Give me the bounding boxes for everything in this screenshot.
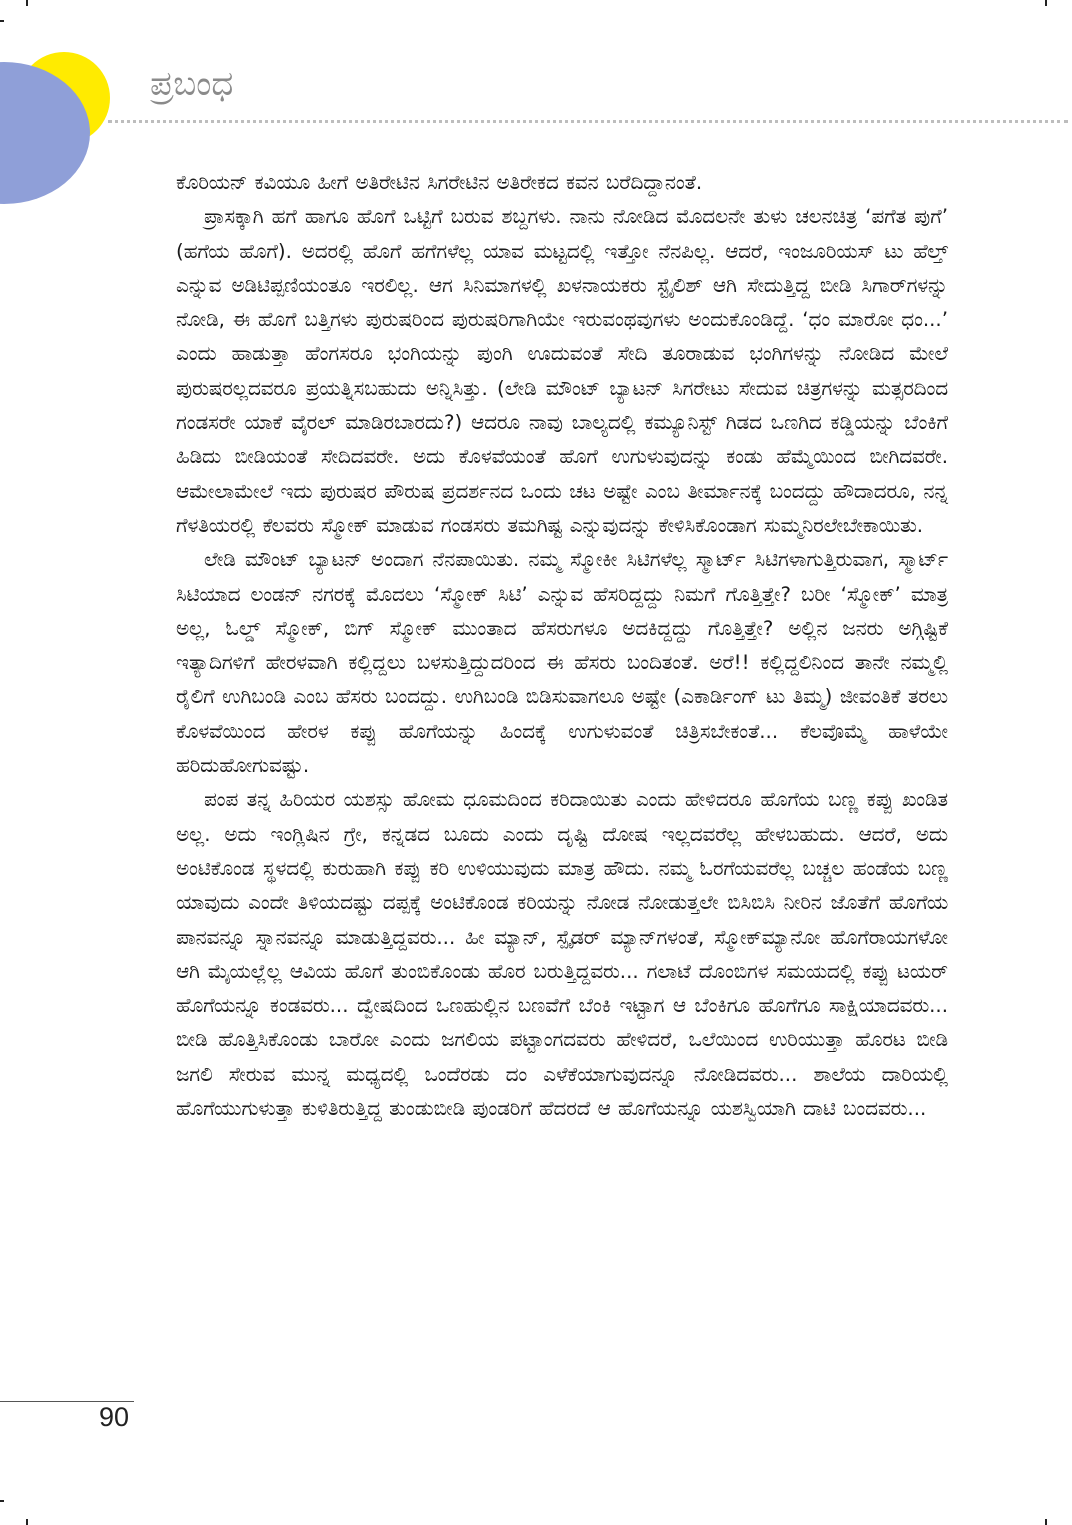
crop-mark-top-left-v	[26, 0, 28, 6]
title-dotted-rule	[108, 120, 1068, 123]
paragraph: ಕೊರಿಯನ್ ಕವಿಯೂ ಹೀಗೆ ಅತಿರೇಟಿನ ಸಿಗರೇಟಿನ ಅತಿರೇಕದ ಕವನ ಬರೆದಿದ್ದಾನಂತೆ.	[176, 171, 703, 194]
crop-mark-top-left	[0, 20, 4, 22]
crop-mark-bottom-left-v	[26, 1519, 28, 1525]
crop-mark-bottom-left	[0, 1500, 4, 1502]
paragraph: ಪ್ರಾಸಕ್ಕಾಗಿ ಹಗೆ ಹಾಗೂ ಹೊಗೆ ಒಟ್ಟಿಗೆ ಬರುವ ಶಬ್ದಗಳು. ನಾನು ನೋಡಿದ ಮೊದಲನೇ ತುಳು ಚಲನಚಿತ್ರ ‘ಪಗೆತ ಪುಗೆ’ (ಹಗೆಯ ಹೊಗೆ). ಅದರಲ್ಲಿ ಹೊಗೆ ಹಗೆಗಳೆಲ್ಲ ಯಾವ ಮಟ್ಟದಲ್ಲಿ ಇತ್ತೋ ನೆನಪಿಲ್ಲ. ಆದರೆ, ಇಂಜೂರಿಯಸ್ ಟು ಹೆಲ್ತ್ ಎನ್ನುವ ಅಡಿಟಿಪ್ಪಣಿಯಂತೂ ಇರಲಿಲ್ಲ. ಆಗ ಸಿನಿಮಾಗಳಲ್ಲಿ ಖಳನಾಯಕರು ಸ್ಟೈಲಿಶ್ ಆಗಿ ಸೇದುತ್ತಿದ್ದ ಬೀಡಿ ಸಿಗಾರ್‌ಗಳನ್ನು ನೋಡಿ, ಈ ಹೊಗೆ ಬತ್ತಿಗಳು ಪುರುಷರಿಂದ ಪುರುಷರಿಗಾಗಿಯೇ ಇರುವಂಥವುಗಳು ಅಂದುಕೊಂಡಿದ್ದೆ. ‘ಧಂ ಮಾರೋ ಧಂ...’ ಎಂದು ಹಾಡುತ್ತಾ ಹೆಂಗಸರೂ ಭಂಗಿಯನ್ನು ಪುಂಗಿ ಊದುವಂತೆ ಸೇದಿ ತೂರಾಡುವ ಭಂಗಿಗಳನ್ನು ನೋಡಿದ ಮೇಲೆ ಪುರುಷರಲ್ಲದವರೂ ಪ್ರಯತ್ನಿಸಬಹುದು ಅನ್ನಿಸಿತ್ತು. (ಲೇಡಿ ಮೌಂಟ್ ಬ್ಯಾಟನ್ ಸಿಗರೇಟು ಸೇದುವ ಚಿತ್ರಗಳನ್ನು ಮತ್ಸರದಿಂದ ಗಂಡಸರೇ ಯಾಕೆ ವೈರಲ್ ಮಾಡಿರಬಾರದು?) ಆದರೂ ನಾವು ಬಾಲ್ಯದಲ್ಲಿ ಕಮ್ಯೂನಿಸ್ಟ್ ಗಿಡದ ಒಣಗಿದ ಕಡ್ಡಿಯನ್ನು ಬೆಂಕಿಗೆ ಹಿಡಿದು ಬೀಡಿಯಂತೆ ಸೇದಿದವರೇ. ಅದು ಕೊಳವೆಯಂತೆ ಹೊಗೆ ಉಗುಳುವುದನ್ನು ಕಂಡು ಹೆಮ್ಮೆಯಿಂದ ಬೀಗಿದವರೇ. ಆಮೇಲಾಮೇಲೆ ಇದು ಪುರುಷರ ಪೌರುಷ ಪ್ರದರ್ಶನದ ಒಂದು ಚಟ ಅಷ್ಟೇ ಎಂಬ ತೀರ್ಮಾನಕ್ಕೆ ಬಂದದ್ದು ಹೌದಾದರೂ, ನನ್ನ ಗೆಳತಿಯರಲ್ಲಿ ಕೆಲವರು ಸ್ಮೋಕ್ ಮಾಡುವ ಗಂಡಸರು ತಮಗಿಷ್ಟ ಎನ್ನುವುದನ್ನು ಕೇಳಿಸಿಕೊಂಡಾಗ ಸುಮ್ಮನಿರಲೇಬೇಕಾಯಿತು.	[176, 205, 948, 537]
section-title: ಪ್ರಬಂಧ	[150, 64, 234, 104]
paragraph: ಪಂಪ ತನ್ನ ಹಿರಿಯರ ಯಶಸ್ಸು ಹೋಮ ಧೂಮದಿಂದ ಕರಿದಾಯಿತು ಎಂದು ಹೇಳಿದರೂ ಹೊಗೆಯ ಬಣ್ಣ ಕಪ್ಪು ಖಂಡಿತ ಅಲ್ಲ. ಅದು ಇಂಗ್ಲಿಷಿನ ಗ್ರೇ, ಕನ್ನಡದ ಬೂದು ಎಂದು ದೃಷ್ಟಿ ದೋಷ ಇಲ್ಲದವರೆಲ್ಲ ಹೇಳಬಹುದು. ಆದರೆ, ಅದು ಅಂಟಿಕೊಂಡ ಸ್ಥಳದಲ್ಲಿ ಕುರುಹಾಗಿ ಕಪ್ಪು ಕರಿ ಉಳಿಯುವುದು ಮಾತ್ರ ಹೌದು. ನಮ್ಮ ಓರಗೆಯವರೆಲ್ಲ ಬಚ್ಚಲ ಹಂಡೆಯ ಬಣ್ಣ ಯಾವುದು ಎಂದೇ ತಿಳಿಯದಷ್ಟು ದಪ್ಪಕ್ಕೆ ಅಂಟಿಕೊಂಡ ಕರಿಯನ್ನು ನೋಡ ನೋಡುತ್ತಲೇ ಬಿಸಿಬಿಸಿ ನೀರಿನ ಜೊತೆಗೆ ಹೊಗೆಯ ಪಾನವನ್ನೂ ಸ್ನಾನವನ್ನೂ ಮಾಡುತ್ತಿದ್ದವರು... ಹೀ ಮ್ಯಾನ್, ಸ್ಪೈಡರ್ ಮ್ಯಾನ್‌ಗಳಂತೆ, ಸ್ಮೋಕ್‌ಮ್ಯಾನೋ ಹೊಗೆರಾಯಗಳೋ ಆಗಿ ಮೈಯಲ್ಲೆಲ್ಲ ಆವಿಯ ಹೊಗೆ ತುಂಬಿಕೊಂಡು ಹೊರ ಬರುತ್ತಿದ್ದವರು... ಗಲಾಟೆ ದೊಂಬಿಗಳ ಸಮಯದಲ್ಲಿ ಕಪ್ಪು ಟಯರ್ ಹೊಗೆಯನ್ನೂ ಕಂಡವರು... ದ್ವೇಷದಿಂದ ಒಣಹುಲ್ಲಿನ ಬಣವೆಗೆ ಬೆಂಕಿ ಇಟ್ಟಾಗ ಆ ಬೆಂಕಿಗೂ ಹೊಗೆಗೂ ಸಾಕ್ಷಿಯಾದವರು... ಬೀಡಿ ಹೊತ್ತಿಸಿಕೊಂಡು ಬಾರೋ ಎಂದು ಜಗಲಿಯ ಪಟ್ಟಾಂಗದವರು ಹೇಳಿದರೆ, ಒಲೆಯಿಂದ ಉರಿಯುತ್ತಾ ಹೊರಟ ಬೀಡಿ ಜಗಲಿ ಸೇರುವ ಮುನ್ನ ಮಧ್ಯದಲ್ಲಿ ಒಂದೆರಡು ದಂ ಎಳೆಕೆಯಾಗುವುದನ್ನೂ ನೋಡಿದವರು... ಶಾಲೆಯ ದಾರಿಯಲ್ಲಿ ಹೊಗೆಯುಗುಳುತ್ತಾ ಕುಳಿತಿರುತ್ತಿದ್ದ ತುಂಡುಬೀಡಿ ಪುಂಡರಿಗೆ ಹೆದರದೆ ಆ ಹೊಗೆಯನ್ನೂ ಯಶಸ್ವಿಯಾಗಿ ದಾಟಿ ಬಂದವರು...	[176, 788, 948, 1121]
page-number: 90	[99, 1402, 130, 1432]
crop-mark-bottom-right-v	[1045, 1519, 1047, 1525]
paragraph: ಲೇಡಿ ಮೌಂಟ್ ಬ್ಯಾಟನ್ ಅಂದಾಗ ನೆನಪಾಯಿತು. ನಮ್ಮ ಸ್ಮೋಕೀ ಸಿಟಿಗಳೆಲ್ಲ ಸ್ಮಾರ್ಟ್ ಸಿಟಿಗಳಾಗುತ್ತಿರುವಾಗ, ಸ್ಮಾರ್ಟ್ ಸಿಟಿಯಾದ ಲಂಡನ್ ನಗರಕ್ಕೆ ಮೊದಲು ‘ಸ್ಮೋಕ್ ಸಿಟಿ’ ಎನ್ನುವ ಹೆಸರಿದ್ದದ್ದು ನಿಮಗೆ ಗೊತ್ತಿತ್ತೇ? ಬರೀ ‘ಸ್ಮೋಕ್’ ಮಾತ್ರ ಅಲ್ಲ, ಓಲ್ಡ್ ಸ್ಮೋಕ್, ಬಿಗ್ ಸ್ಮೋಕ್ ಮುಂತಾದ ಹೆಸರುಗಳೂ ಅದಕಿದ್ದದ್ದು ಗೊತ್ತಿತ್ತೇ? ಅಲ್ಲಿನ ಜನರು ಅಗ್ಗಿಷ್ಟಿಕೆ ಇತ್ಯಾದಿಗಳಿಗೆ ಹೇರಳವಾಗಿ ಕಲ್ಲಿದ್ದಲು ಬಳಸುತ್ತಿದ್ದುದರಿಂದ ಈ ಹೆಸರು ಬಂದಿತಂತೆ. ಅರೆ!! ಕಲ್ಲಿದ್ದಲಿನಿಂದ ತಾನೇ ನಮ್ಮಲ್ಲಿ ರೈಲಿಗೆ ಉಗಿಬಂಡಿ ಎಂಬ ಹೆಸರು ಬಂದದ್ದು. ಉಗಿಬಂಡಿ ಬಿಡಿಸುವಾಗಲೂ ಅಷ್ಟೇ (ಎಕಾರ್ಡಿಂಗ್ ಟು ತಿಮ್ಮ) ಜೀವಂತಿಕೆ ತರಲು ಕೊಳವೆಯಿಂದ ಹೇರಳ ಕಪ್ಪು ಹೊಗೆಯನ್ನು ಹಿಂದಕ್ಕೆ ಉಗುಳುವಂತೆ ಚಿತ್ರಿಸಬೇಕಂತೆ... ಕೆಲವೊಮ್ಮೆ ಹಾಳೆಯೇ ಹರಿದುಹೋಗುವಷ್ಟು.	[176, 548, 948, 778]
article-body	[176, 166, 948, 1126]
crop-mark-top-right-v	[1045, 0, 1047, 6]
